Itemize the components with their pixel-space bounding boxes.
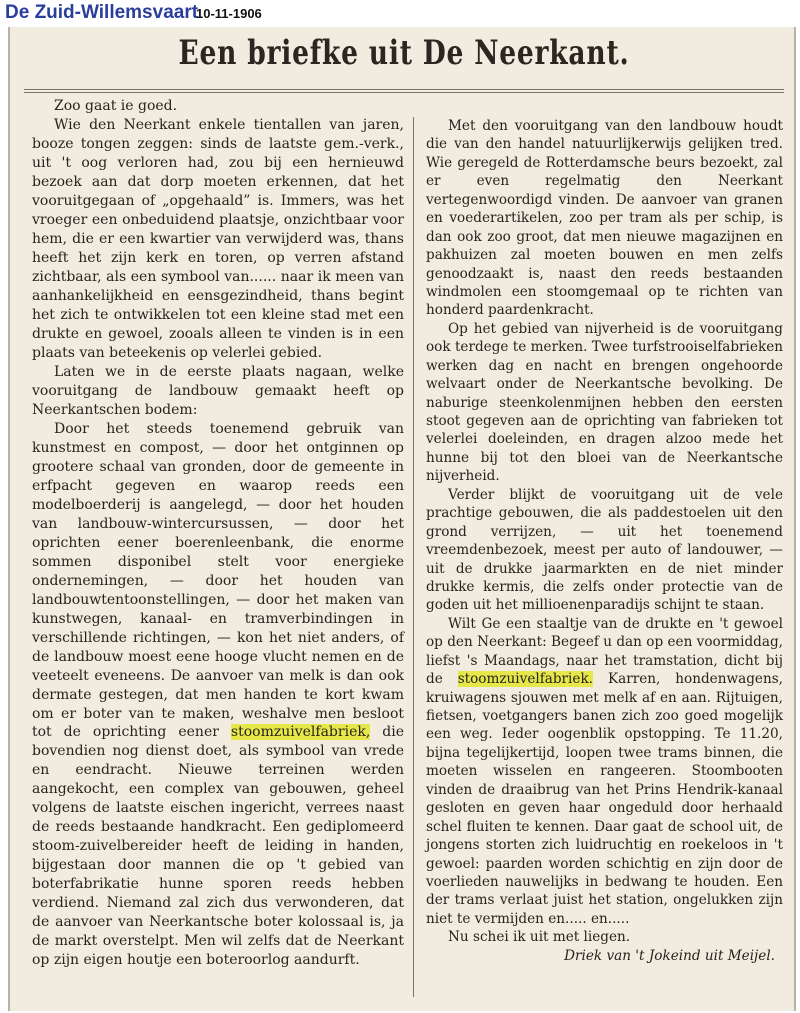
paragraph: Verder blijkt de vooruitgang uit de vele prachtige gebouwen, die als paddestoelen uit den grond verrijzen, — uit het toenemend vreemdenbezoek, meest per auto of landouwer, — uit de drukke jaarmarkten en de niet minder drukke kermis, die zelfs onder protectie van de goden uit het millioenenparadijs schijnt te staan. [426, 486, 783, 614]
article-headline: Een briefke uit De Neerkant. [178, 33, 630, 73]
paragraph [32, 420, 404, 971]
paragraph-text: Karren, hondenwagens, kruiwagens sjouwen met melk af en aan. Rijtuigen, fietsen, voetgangers banen zich zoo goed mogelijk een weg. Ieder oogenblik opstopping. Te 11.20, bijna tegelijkertijd, loopen twee trams binnen, die moeten wisselen en rangeeren. Stoombooten vinden de draaibrug van het Prins Hendrik-kanaal gesloten en geven haar ongeduld door herhaald schel fluiten te kennen. Daar gaat de school uit, de jongens storten zich luidruchtig en roekeloos in 't gewoel: paarden worden schichtig en zijn door de voerlieden nauwelijks in bedwang te houden. Een der trams verlaat juist het station, ongelukken zijn niet te vermijden en..... en..... [426, 671, 783, 927]
headline-rule-2 [24, 92, 784, 93]
article-column-right [426, 117, 783, 965]
paragraph [426, 615, 783, 928]
author-signature: Driek van 't Jokeind uit Meijel. [564, 947, 775, 964]
paragraph: Op het gebied van nijverheid is de vooruitgang ook terdege te merken. Twee turfstrooiselfabrieken werken dag en nacht en brengen ongehoorde welvaart onder de Neerkantsche bevolking. De naburige steenkolenmijnen hebben den eersten stoot gegeven aan de oprichting van fabrieken tot velerlei doeleinden, en dragen alzoo mede het hunne bij tot den bloei van de Neerkantsche nijverheid. [426, 320, 783, 485]
article-column-left [32, 97, 404, 970]
paragraph-text: Wilt Ge een staaltje van de drukte en 't gewoel op den Neerkant: Begeef u dan op een voormiddag, liefst 's Maandags, naar het tramstation, dicht bij de [426, 615, 783, 688]
paragraph: Laten we in de eerste plaats nagaan, welke vooruitgang de landbouw gemaakt heeft op Neerkantschen bodem: [32, 363, 404, 418]
paragraph-text: die bovendien nog dienst doet, als symbool van vrede en eendracht. Nieuwe terreinen werden aangekocht, een complex van gebouwen, geheel volgens de laatste eischen ingericht, verrees naast de reeds bestaande handkracht. Een gediplomeerd stoom-zuivelbereider heeft de leiding in handen, bijgestaan door mannen die op 't gebied van boterfabrikatie hunne sporen reeds hebben verdiend. Niemand zal zich dus verwonderen, dat de aanvoer van Neerkantsche boter kolossaal is, ja de markt overstelpt. Men wil zelfs dat de Neerkant op zijn eigen houtje een boteroorlog aandurft. [32, 724, 405, 969]
highlighted-term: stoomzuivelfabriek, [230, 724, 371, 741]
column-divider [413, 117, 414, 997]
paragraph: Nu schei ik uit met liegen. [448, 929, 631, 946]
highlighted-term: stoomzuivelfabriek. [457, 671, 594, 688]
paragraph: Met den vooruitgang van den landbouw houdt die van den handel natuurlijkerwijs gelijken tred. Wie geregeld de Rotterdamsche beurs bezoekt, zal er even regelmatig den Neerkant vertegenwoordigd vinden. De aanvoer van granen en voederartikelen, zoo per tram als per schip, is dan ook zoo groot, dat men nieuwe magazijnen en pakhuizen zal moeten bouwen en men zelfs genoodzaakt is, naast den reeds bestaanden windmolen een stoomgemaal op te richten van honderd paardenkracht. [426, 118, 783, 319]
headline-rule [24, 89, 784, 90]
paragraph-text: Door het steeds toenemend gebruik van kunstmest en compost, — door het ontginnen op grootere schaal van gronden, door de gemeente in erfpacht gegeven en waarop reeds een modelboerderij is aangelegd, — door het houden van landbouw-wintercursussen, — door het oprichten eener boerenleenbank, die enorme sommen disponibel stelt voor energieke ondernemingen, — door het houden van landbouwtentoonstellingen, — door het maken van kunstwegen, kanaal- en tramverbindingen in verschillende richtingen, — kon het niet anders, of de landbouw moest eene hooge vlucht nemen en de veeteelt eveneens. De aanvoer van melk is dan ook dermate gestegen, dat men handen te kort kwam om er boter van te maken, weshalve men besloot tot de oprichting eener [32, 420, 404, 741]
newspaper-name: De Zuid-Willemsvaart [5, 2, 199, 23]
publication-date: 10-11-1906 [196, 6, 262, 21]
article-clipping [8, 27, 796, 1011]
clipping-header [0, 0, 800, 28]
paragraph: Zoo gaat ie goed. [54, 98, 178, 114]
paragraph: Wie den Neerkant enkele tientallen van jaren, booze tongen zeggen: sinds de laatste gem.-verk., uit 't oog verloren had, zou bij een hernieuwd bezoek aan dat dorp moeten erkennen, dat het vooruitgegaan of „opgehaald” is. Immers, was het vroeger een onbeduidend plaatsje, onzichtbaar voor hem, die er een kwartier van verwijderd was, thans heeft het zijn kerk en toren, op verren afstand zichtbaar, als een symbool van...... naar ik meen van aanhankelijkheid en eensgezindheid, thans begint het zich te ontwikkelen tot een kleine stad met een drukte en gewoel, zooals alleen te vinden is in een plaats van beteekenis op velerlei gebied. [32, 116, 404, 361]
